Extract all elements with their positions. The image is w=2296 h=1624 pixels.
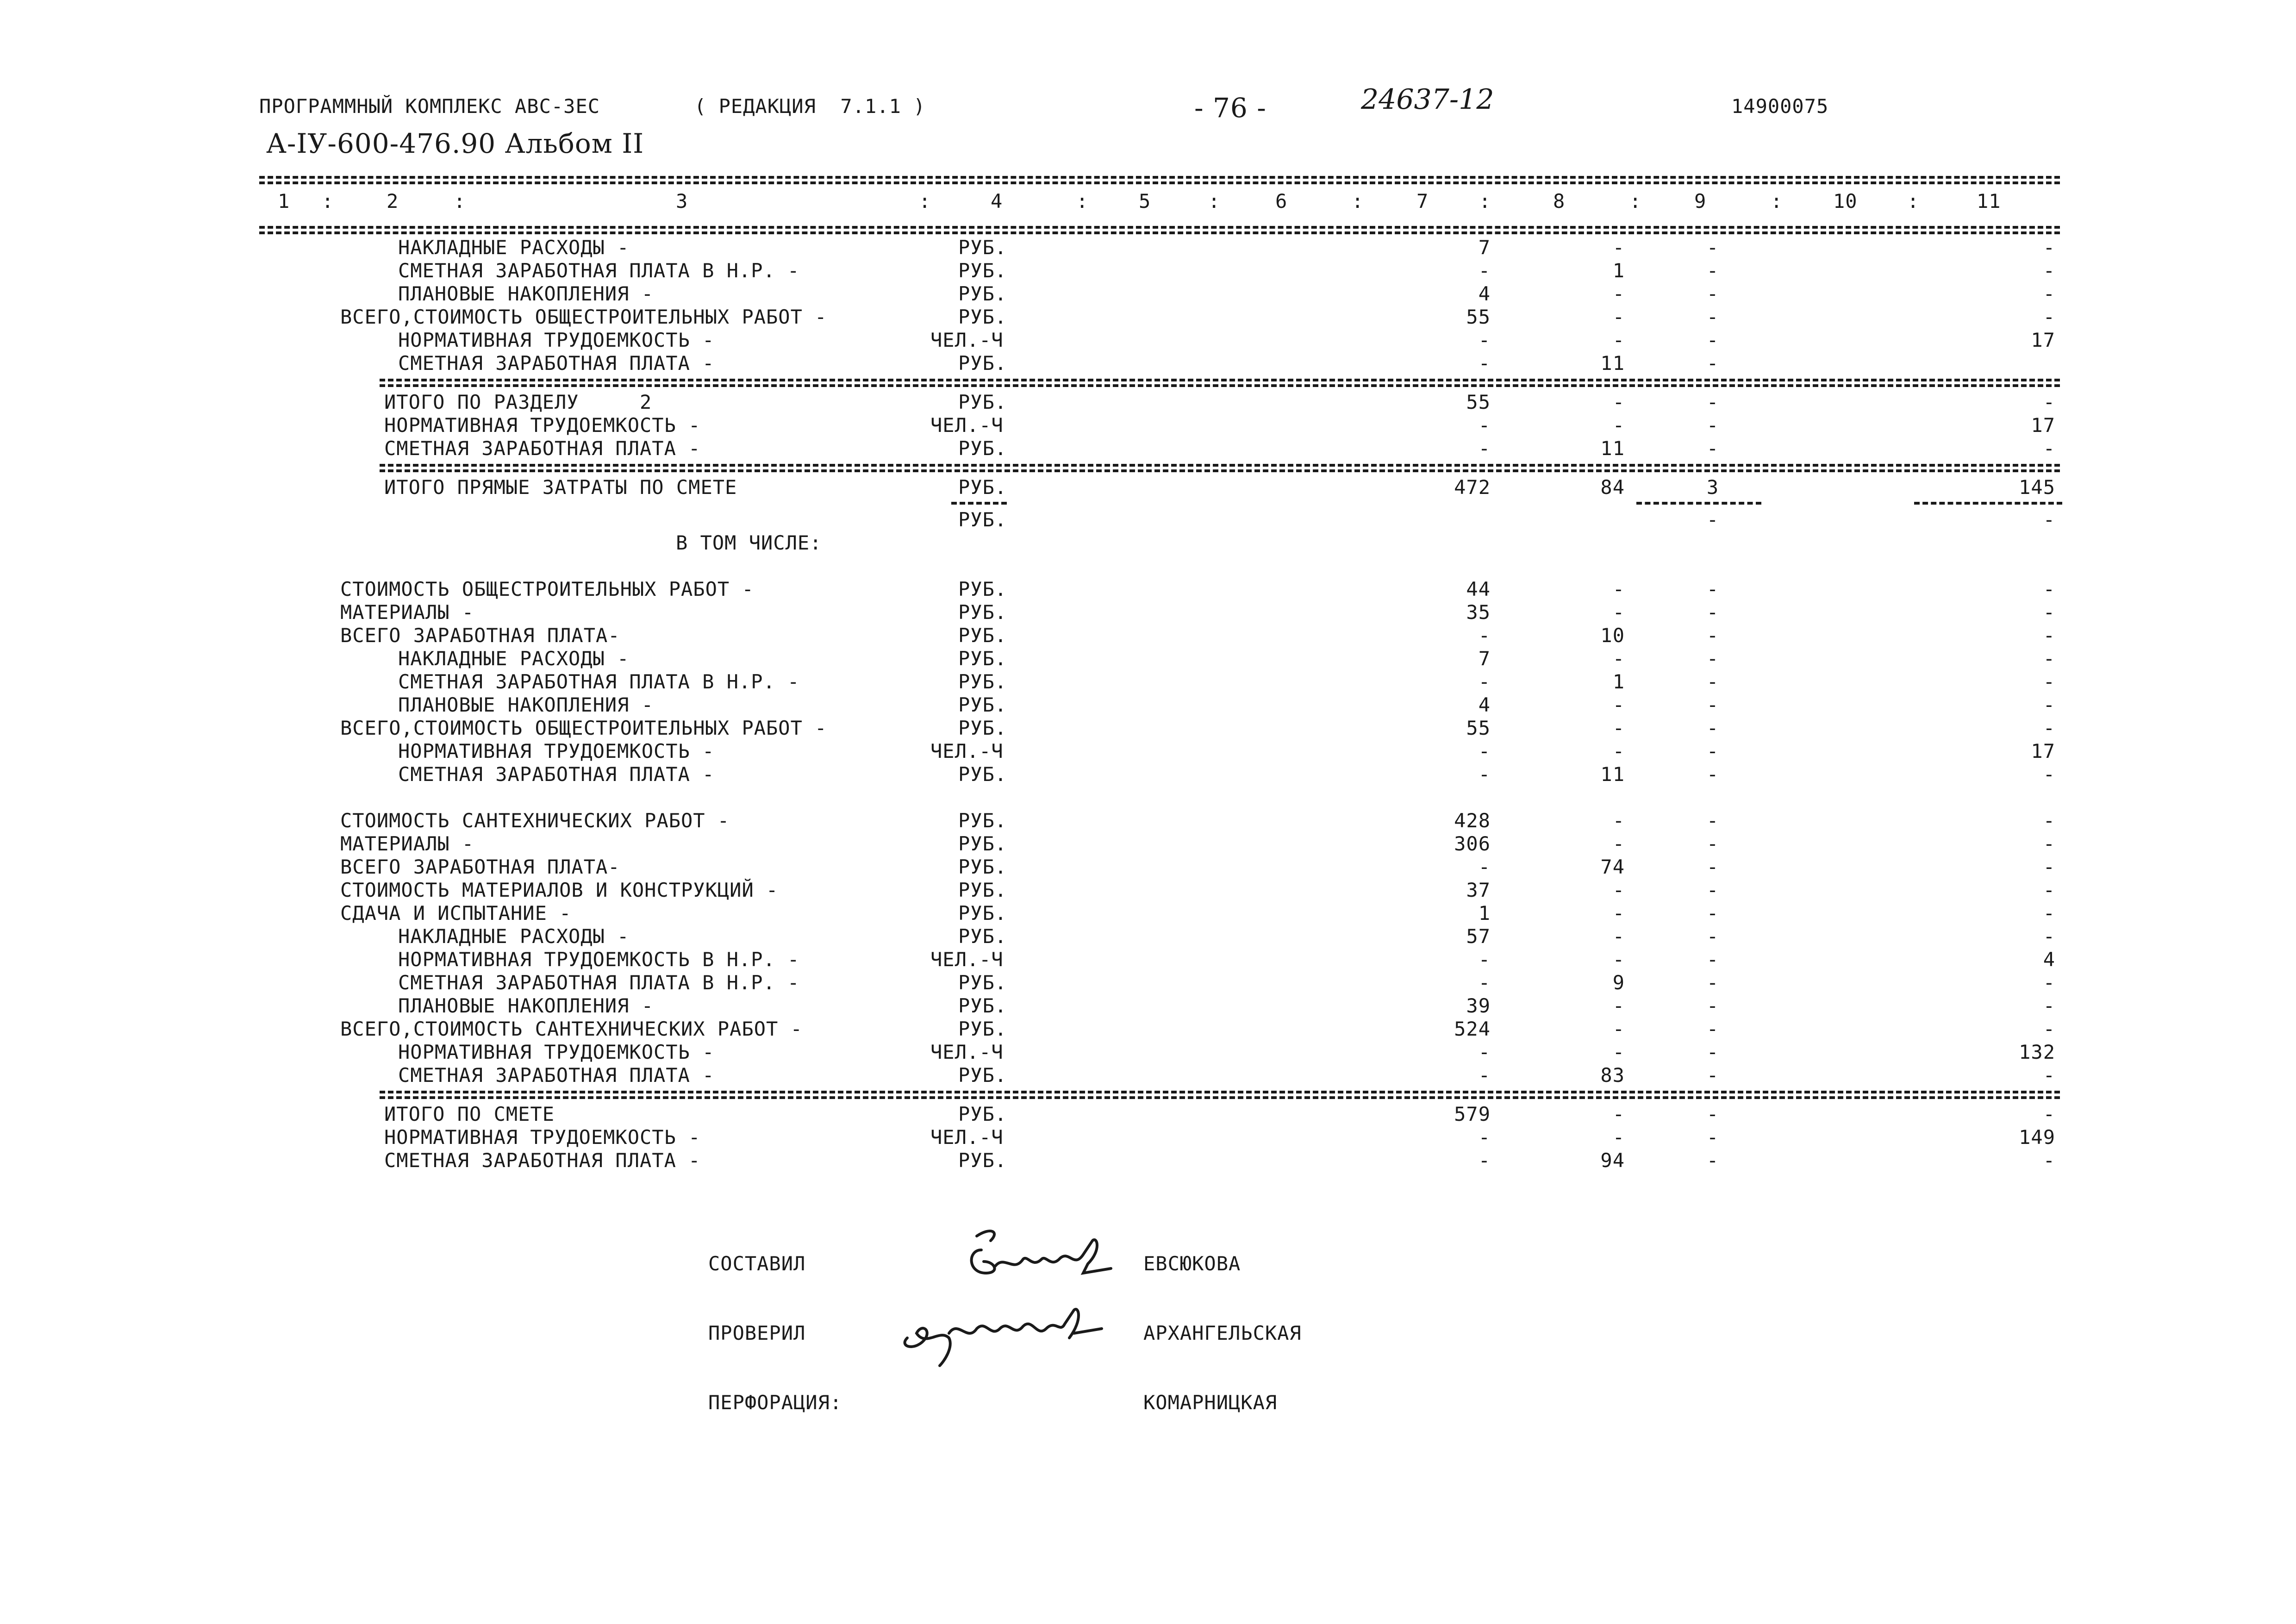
cell-col7: 524: [1454, 1018, 1491, 1040]
cell-col7: 57: [1466, 925, 1491, 948]
cell-col7: -: [1478, 856, 1491, 878]
cell-col9: -: [1706, 809, 1719, 832]
cell-col11: 17: [2031, 740, 2055, 762]
column-separator: :: [1771, 190, 1783, 212]
cell-col11: -: [2043, 437, 2055, 460]
subtotal-underline: [1636, 502, 1761, 505]
row-unit: ЧЕЛ.-Ч: [930, 414, 1004, 437]
row-label: ПЛАНОВЫЕ НАКОПЛЕНИЯ -: [398, 994, 654, 1017]
cell-col9: -: [1706, 1018, 1719, 1040]
cell-col8: -: [1612, 693, 1625, 716]
row-label: МАТЕРИАЛЫ -: [340, 601, 474, 624]
cell-col8: -: [1612, 647, 1625, 670]
cell-col8: 94: [1600, 1149, 1625, 1172]
cell-col11: -: [2043, 306, 2055, 328]
cell-col11: -: [2043, 1018, 2055, 1040]
compiled-signature: [963, 1222, 1120, 1292]
cell-col8: 1: [1612, 670, 1625, 693]
cell-col9: -: [1706, 670, 1719, 693]
cell-col8: -: [1612, 809, 1625, 832]
cell-col9: -: [1706, 902, 1719, 924]
cell-col7: 7: [1478, 236, 1491, 259]
row-label: ВСЕГО ЗАРАБОТНАЯ ПЛАТА-: [340, 624, 620, 647]
cell-col7: 306: [1454, 832, 1491, 855]
cell-col11: -: [2043, 971, 2055, 994]
row-unit: РУБ.: [958, 879, 1007, 901]
cell-col7: -: [1478, 740, 1491, 762]
cell-col9: -: [1706, 1064, 1719, 1087]
column-header-5: 5: [1139, 190, 1151, 212]
cell-col9: -: [1706, 414, 1719, 437]
cell-col11: 17: [2031, 329, 2055, 351]
section-separator: [380, 1096, 2060, 1099]
cell-col9: -: [1706, 1041, 1719, 1063]
row-label: НОРМАТИВНАЯ ТРУДОЕМКОСТЬ -: [384, 1126, 701, 1149]
cell-col7: 472: [1454, 476, 1491, 499]
cell-col8: 9: [1612, 971, 1625, 994]
cell-col11: 149: [2019, 1126, 2055, 1149]
cell-col9: -: [1706, 971, 1719, 994]
cell-col11: -: [2043, 578, 2055, 600]
column-separator: :: [1629, 190, 1642, 212]
cell-col7: -: [1478, 670, 1491, 693]
row-label: СТОИМОСТЬ САНТЕХНИЧЕСКИХ РАБОТ -: [340, 809, 730, 832]
cell-col8: -: [1612, 717, 1625, 739]
cell-col7: -: [1478, 259, 1491, 282]
cell-col7: -: [1478, 414, 1491, 437]
cell-col8: 11: [1600, 763, 1625, 786]
cell-col7: 55: [1466, 717, 1491, 739]
cell-col7: 55: [1466, 306, 1491, 328]
cell-col9: -: [1706, 282, 1719, 305]
column-header-10: 10: [1833, 190, 1858, 212]
row-label: ВСЕГО,СТОИМОСТЬ ОБЩЕСТРОИТЕЛЬНЫХ РАБОТ -: [340, 306, 827, 328]
row-label: НОРМАТИВНАЯ ТРУДОЕМКОСТЬ -: [398, 1041, 715, 1063]
cell-col7: 579: [1454, 1103, 1491, 1125]
cell-col8: -: [1612, 1126, 1625, 1149]
row-unit: ЧЕЛ.-Ч: [930, 740, 1004, 762]
row-label: СДАЧА И ИСПЫТАНИЕ -: [340, 902, 572, 924]
row-unit: РУБ.: [958, 578, 1007, 600]
cell-col7: -: [1478, 329, 1491, 351]
document-code: 14900075: [1731, 95, 1829, 118]
row-label: ИТОГО ПО СМЕТЕ: [384, 1103, 555, 1125]
cell-col9: -: [1706, 508, 1719, 531]
column-header-11: 11: [1977, 190, 2001, 212]
row-label: НОРМАТИВНАЯ ТРУДОЕМКОСТЬ -: [398, 329, 715, 351]
row-label: СМЕТНАЯ ЗАРАБОТНАЯ ПЛАТА В Н.Р. -: [398, 670, 800, 693]
cell-col8: -: [1612, 601, 1625, 624]
cell-col7: 4: [1478, 693, 1491, 716]
row-label: НАКЛАДНЫЕ РАСХОДЫ -: [398, 236, 630, 259]
row-unit: РУБ.: [958, 647, 1007, 670]
cell-col8: -: [1612, 306, 1625, 328]
row-unit: РУБ.: [958, 352, 1007, 375]
row-label: В ТОМ ЧИСЛЕ:: [676, 531, 822, 554]
cell-col9: -: [1706, 879, 1719, 901]
cell-col9: -: [1706, 763, 1719, 786]
row-label: СМЕТНАЯ ЗАРАБОТНАЯ ПЛАТА -: [384, 1149, 701, 1172]
cell-col8: -: [1612, 740, 1625, 762]
row-label: ВСЕГО,СТОИМОСТЬ ОБЩЕСТРОИТЕЛЬНЫХ РАБОТ -: [340, 717, 827, 739]
cell-col8: -: [1612, 1018, 1625, 1040]
row-unit: РУБ.: [958, 670, 1007, 693]
cell-col11: 132: [2019, 1041, 2055, 1063]
row-unit: РУБ.: [958, 693, 1007, 716]
column-header-9: 9: [1694, 190, 1707, 212]
row-label: ИТОГО ПРЯМЫЕ ЗАТРАТЫ ПО СМЕТЕ: [384, 476, 737, 499]
cell-col7: 7: [1478, 647, 1491, 670]
cell-col8: 84: [1600, 476, 1625, 499]
row-label: НОРМАТИВНАЯ ТРУДОЕМКОСТЬ -: [384, 414, 701, 437]
cell-col7: -: [1478, 1064, 1491, 1087]
cell-col7: 55: [1466, 391, 1491, 413]
cell-col11: -: [2043, 856, 2055, 878]
cell-col7: -: [1478, 948, 1491, 971]
column-separator: :: [919, 190, 931, 212]
cell-col11: -: [2043, 717, 2055, 739]
row-unit: РУБ.: [958, 925, 1007, 948]
cell-col9: -: [1706, 994, 1719, 1017]
row-label: ИТОГО ПО РАЗДЕЛУ 2: [384, 391, 652, 413]
cell-col9: -: [1706, 352, 1719, 375]
row-label: НОРМАТИВНАЯ ТРУДОЕМКОСТЬ -: [398, 740, 715, 762]
checked-name: АРХАНГЕЛЬСКАЯ: [1143, 1322, 1302, 1344]
cell-col7: -: [1478, 437, 1491, 460]
cell-col8: 11: [1600, 352, 1625, 375]
cell-col11: 145: [2019, 476, 2055, 499]
subtotal-underline: [951, 502, 1007, 505]
cell-col9: -: [1706, 578, 1719, 600]
compiled-name: ЕВСЮКОВА: [1143, 1252, 1241, 1275]
cell-col11: -: [2043, 809, 2055, 832]
row-label: НОРМАТИВНАЯ ТРУДОЕМКОСТЬ В Н.Р. -: [398, 948, 800, 971]
checked-signature: [898, 1301, 1116, 1370]
cell-col11: -: [2043, 391, 2055, 413]
row-unit: РУБ.: [958, 809, 1007, 832]
cell-col7: 428: [1454, 809, 1491, 832]
row-label: НАКЛАДНЫЕ РАСХОДЫ -: [398, 925, 630, 948]
column-header-4: 4: [991, 190, 1003, 212]
cell-col11: -: [2043, 879, 2055, 901]
column-header-1: 1: [278, 190, 290, 212]
edition-label: ( РЕДАКЦИЯ 7.1.1 ): [694, 95, 926, 118]
cell-col9: -: [1706, 856, 1719, 878]
row-unit: РУБ.: [958, 259, 1007, 282]
header-top-rule-2: [259, 181, 2060, 184]
cell-col11: -: [2043, 647, 2055, 670]
cell-col9: -: [1706, 329, 1719, 351]
row-label: ПЛАНОВЫЕ НАКОПЛЕНИЯ -: [398, 282, 654, 305]
row-label: СМЕТНАЯ ЗАРАБОТНАЯ ПЛАТА -: [384, 437, 701, 460]
row-unit: РУБ.: [958, 1018, 1007, 1040]
row-unit: РУБ.: [958, 832, 1007, 855]
row-unit: РУБ.: [958, 437, 1007, 460]
row-unit: РУБ.: [958, 236, 1007, 259]
cell-col8: -: [1612, 1103, 1625, 1125]
row-unit: РУБ.: [958, 1103, 1007, 1125]
row-unit: РУБ.: [958, 306, 1007, 328]
handwritten-doc-number: 24637-12: [1361, 83, 1494, 116]
cell-col7: 44: [1466, 578, 1491, 600]
row-unit: РУБ.: [958, 601, 1007, 624]
cell-col9: -: [1706, 717, 1719, 739]
cell-col11: -: [2043, 693, 2055, 716]
row-unit: РУБ.: [958, 476, 1007, 499]
cell-col7: -: [1478, 1149, 1491, 1172]
column-header-8: 8: [1553, 190, 1566, 212]
cell-col11: -: [2043, 670, 2055, 693]
cell-col8: -: [1612, 391, 1625, 413]
cell-col11: -: [2043, 508, 2055, 531]
compiled-label: СОСТАВИЛ: [708, 1252, 806, 1275]
row-unit: РУБ.: [958, 994, 1007, 1017]
column-header-2: 2: [387, 190, 399, 212]
section-separator: [380, 384, 2060, 387]
cell-col9: -: [1706, 1126, 1719, 1149]
cell-col9: -: [1706, 236, 1719, 259]
cell-col11: -: [2043, 282, 2055, 305]
cell-col11: -: [2043, 1149, 2055, 1172]
cell-col11: -: [2043, 624, 2055, 647]
program-title: ПРОГРАММНЫЙ КОМПЛЕКС АВС-ЗЕС: [259, 95, 600, 118]
row-unit: РУБ.: [958, 282, 1007, 305]
checked-label: ПРОВЕРИЛ: [708, 1322, 806, 1344]
cell-col9: -: [1706, 437, 1719, 460]
cell-col8: 1: [1612, 259, 1625, 282]
cell-col11: -: [2043, 994, 2055, 1017]
cell-col8: -: [1612, 994, 1625, 1017]
cell-col11: 4: [2043, 948, 2055, 971]
row-label: СМЕТНАЯ ЗАРАБОТНАЯ ПЛАТА В Н.Р. -: [398, 971, 800, 994]
row-unit: ЧЕЛ.-Ч: [930, 329, 1004, 351]
cell-col9: -: [1706, 647, 1719, 670]
header-bottom-rule: [259, 226, 2060, 229]
row-unit: РУБ.: [958, 717, 1007, 739]
cell-col11: -: [2043, 902, 2055, 924]
column-header-6: 6: [1275, 190, 1288, 212]
cell-col9: -: [1706, 740, 1719, 762]
row-unit: РУБ.: [958, 624, 1007, 647]
cell-col7: 4: [1478, 282, 1491, 305]
cell-col11: -: [2043, 601, 2055, 624]
cell-col7: -: [1478, 1126, 1491, 1149]
section-separator: [380, 379, 2060, 381]
row-unit: РУБ.: [958, 856, 1007, 878]
cell-col8: -: [1612, 832, 1625, 855]
cell-col11: -: [2043, 1103, 2055, 1125]
row-label: СТОИМОСТЬ МАТЕРИАЛОВ И КОНСТРУКЦИЙ -: [340, 879, 779, 901]
cell-col8: -: [1612, 1041, 1625, 1063]
cell-col9: -: [1706, 624, 1719, 647]
cell-col11: -: [2043, 259, 2055, 282]
cell-col9: -: [1706, 925, 1719, 948]
cell-col7: -: [1478, 763, 1491, 786]
cell-col8: -: [1612, 578, 1625, 600]
column-header-7: 7: [1416, 190, 1429, 212]
cell-col7: 1: [1478, 902, 1491, 924]
row-unit: РУБ.: [958, 391, 1007, 413]
row-label: НАКЛАДНЫЕ РАСХОДЫ -: [398, 647, 630, 670]
cell-col11: -: [2043, 832, 2055, 855]
cell-col8: 74: [1600, 856, 1625, 878]
section-separator: [380, 464, 2060, 467]
row-unit: ЧЕЛ.-Ч: [930, 1126, 1004, 1149]
row-label: СТОИМОСТЬ ОБЩЕСТРОИТЕЛЬНЫХ РАБОТ -: [340, 578, 754, 600]
cell-col7: -: [1478, 971, 1491, 994]
cell-col11: -: [2043, 1064, 2055, 1087]
row-label: СМЕТНАЯ ЗАРАБОТНАЯ ПЛАТА -: [398, 763, 715, 786]
cell-col8: -: [1612, 879, 1625, 901]
cell-col9: -: [1706, 259, 1719, 282]
column-separator: :: [1352, 190, 1364, 212]
cell-col7: -: [1478, 624, 1491, 647]
cell-col7: 39: [1466, 994, 1491, 1017]
cell-col9: -: [1706, 832, 1719, 855]
cell-col7: 37: [1466, 879, 1491, 901]
row-unit: РУБ.: [958, 508, 1007, 531]
cell-col8: -: [1612, 925, 1625, 948]
header-top-rule: [259, 176, 2060, 179]
column-separator: :: [1208, 190, 1221, 212]
cell-col11: -: [2043, 236, 2055, 259]
column-separator: :: [1076, 190, 1089, 212]
column-separator: :: [1479, 190, 1491, 212]
row-unit: РУБ.: [958, 1149, 1007, 1172]
column-separator: :: [1907, 190, 1920, 212]
cell-col9: -: [1706, 693, 1719, 716]
cell-col7: -: [1478, 352, 1491, 375]
cell-col9: -: [1706, 391, 1719, 413]
row-label: СМЕТНАЯ ЗАРАБОТНАЯ ПЛАТА -: [398, 1064, 715, 1087]
row-unit: РУБ.: [958, 971, 1007, 994]
cell-col8: -: [1612, 902, 1625, 924]
cell-col7: 35: [1466, 601, 1491, 624]
cell-col8: -: [1612, 948, 1625, 971]
perforation-label: ПЕРФОРАЦИЯ:: [708, 1391, 842, 1414]
album-title: А-IУ-600-476.90 Альбом II: [266, 128, 644, 159]
row-unit: РУБ.: [958, 902, 1007, 924]
cell-col9: -: [1706, 1103, 1719, 1125]
cell-col9: -: [1706, 948, 1719, 971]
cell-col7: -: [1478, 1041, 1491, 1063]
cell-col8: -: [1612, 282, 1625, 305]
row-label: ВСЕГО ЗАРАБОТНАЯ ПЛАТА-: [340, 856, 620, 878]
cell-col9: -: [1706, 601, 1719, 624]
row-unit: ЧЕЛ.-Ч: [930, 1041, 1004, 1063]
cell-col11: 17: [2031, 414, 2055, 437]
cell-col8: -: [1612, 329, 1625, 351]
row-unit: ЧЕЛ.-Ч: [930, 948, 1004, 971]
cell-col9: 3: [1706, 476, 1719, 499]
column-header-3: 3: [676, 190, 688, 212]
row-label: ВСЕГО,СТОИМОСТЬ САНТЕХНИЧЕСКИХ РАБОТ -: [340, 1018, 803, 1040]
cell-col11: -: [2043, 925, 2055, 948]
cell-col9: -: [1706, 1149, 1719, 1172]
cell-col8: 11: [1600, 437, 1625, 460]
cell-col9: -: [1706, 306, 1719, 328]
row-label: МАТЕРИАЛЫ -: [340, 832, 474, 855]
row-unit: РУБ.: [958, 1064, 1007, 1087]
page-number: - 76 -: [1194, 92, 1267, 124]
section-separator: [380, 1091, 2060, 1093]
row-label: СМЕТНАЯ ЗАРАБОТНАЯ ПЛАТА В Н.Р. -: [398, 259, 800, 282]
cell-col8: 10: [1600, 624, 1625, 647]
row-unit: РУБ.: [958, 763, 1007, 786]
column-separator: :: [322, 190, 334, 212]
cell-col8: -: [1612, 236, 1625, 259]
row-label: ПЛАНОВЫЕ НАКОПЛЕНИЯ -: [398, 693, 654, 716]
section-separator: [380, 469, 2060, 472]
column-separator: :: [454, 190, 466, 212]
row-label: СМЕТНАЯ ЗАРАБОТНАЯ ПЛАТА -: [398, 352, 715, 375]
cell-col11: -: [2043, 763, 2055, 786]
perforation-name: КОМАРНИЦКАЯ: [1143, 1391, 1278, 1414]
cell-col8: -: [1612, 414, 1625, 437]
header-bottom-rule-2: [259, 231, 2060, 234]
cell-col8: 83: [1600, 1064, 1625, 1087]
subtotal-underline: [1914, 502, 2062, 505]
